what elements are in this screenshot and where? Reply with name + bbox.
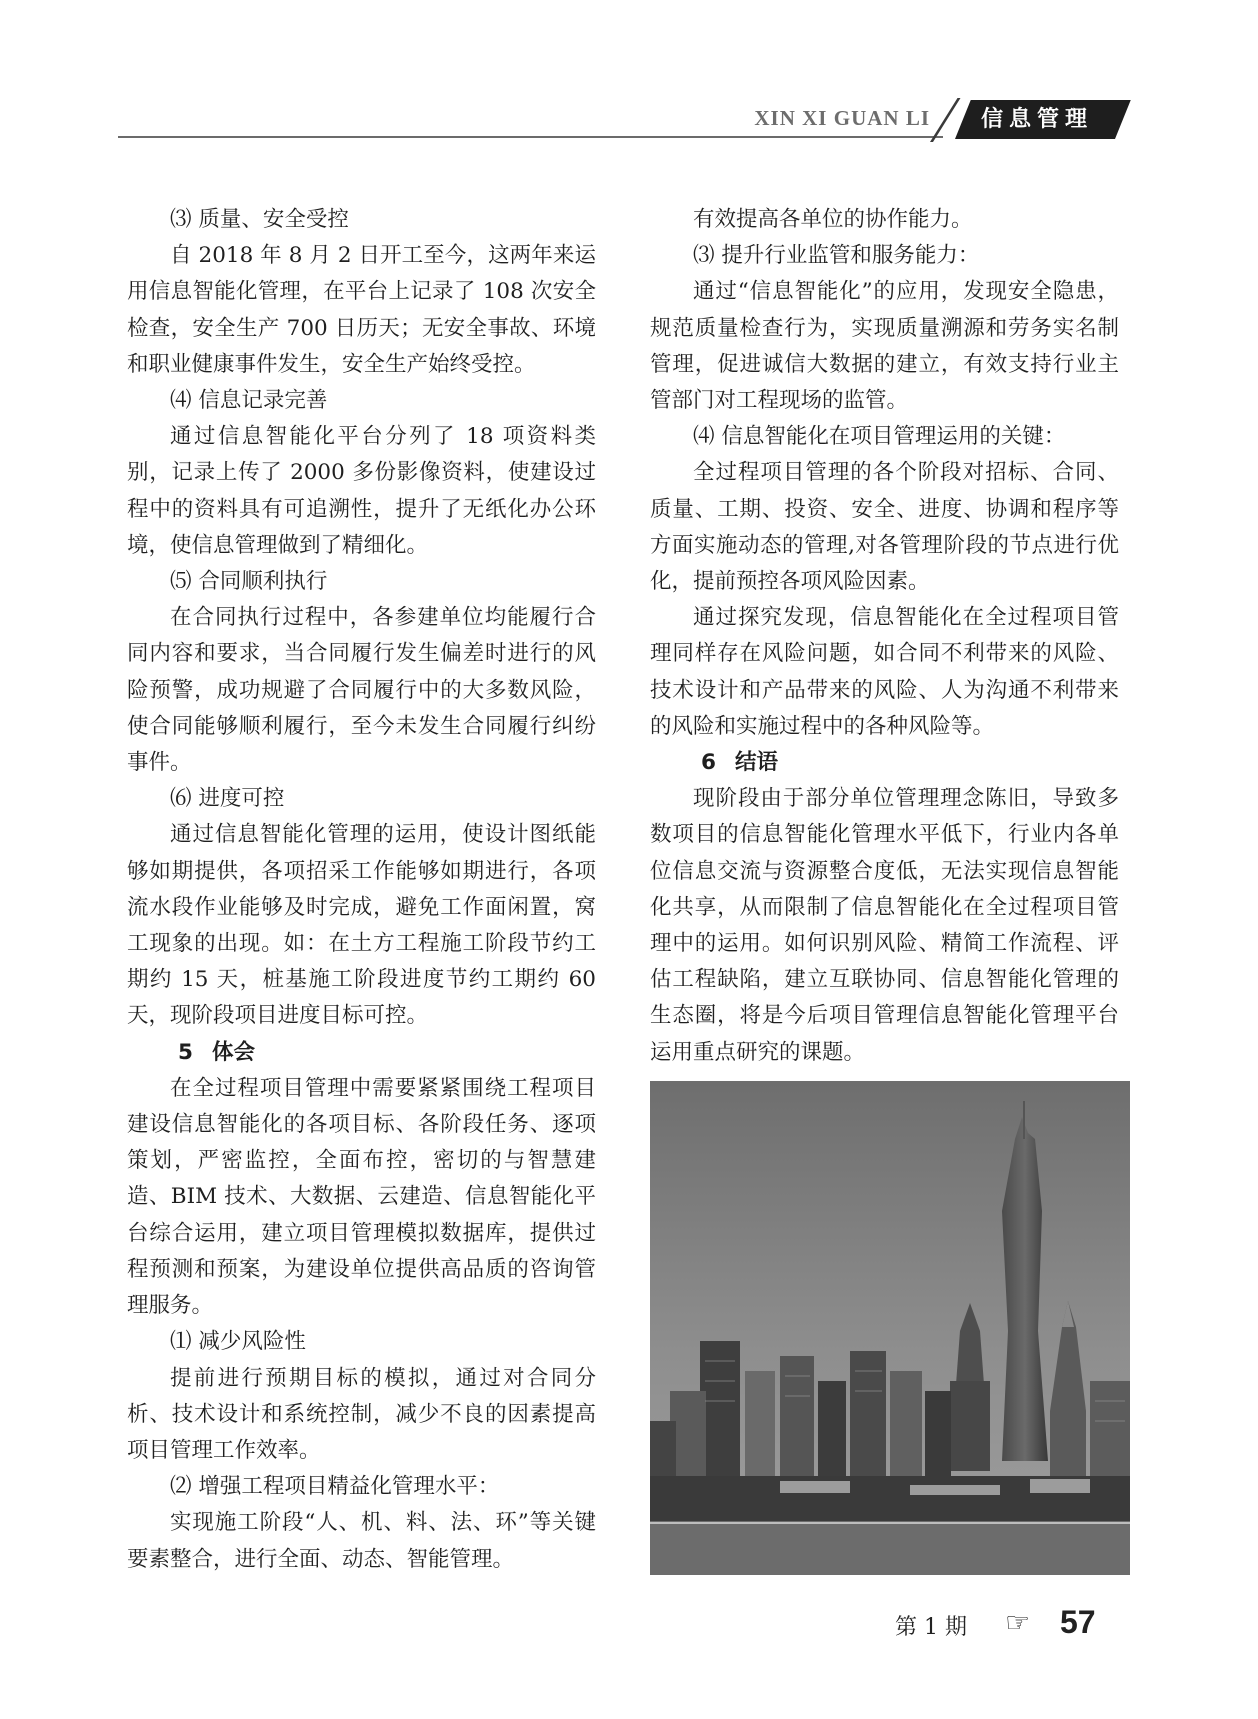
section-heading — [127, 1035, 596, 1071]
right-column — [650, 202, 1119, 1071]
subheading: ⑷ 信息智能化在项目管理运用的关键： — [693, 424, 1066, 450]
paragraph: 通过探究发现，信息智能化在全过程项目管理同样存在风险问题，如合同不利带来的风险、技术设计和产品带来的风险、人为沟通不利带来的风险和实施过程中的各种风险等。 — [650, 605, 1119, 739]
page-number: 57 — [1060, 1604, 1096, 1640]
subheading: ⑵ 增强工程项目精益化管理水平： — [170, 1474, 500, 1500]
section-title: 结语 — [735, 750, 779, 776]
paragraph: 通过信息智能化管理的运用，使设计图纸能够如期提供，各项招采工作能够如期进行，各项流水段作业能够及时完成，避免工作面闲置，窝工现象的出现。如：在土方工程施工阶段节约工期约 15 天，桩基施工阶段进度节约工期约 60 天，现阶段项目进度目标可控。 — [127, 822, 596, 1029]
paragraph: 自 2018 年 8 月 2 日开工至今，这两年来运用信息智能化管理，在平台上记录了 108 次安全检查，安全生产 700 日历天；无安全事故、环境和职业健康事件发生，安全生产始终受控。 — [127, 243, 596, 377]
subheading: 有效提高各单位的协作能力。 — [693, 207, 973, 232]
left-column — [127, 202, 596, 1578]
issue-label: 第 1 期 — [895, 1615, 967, 1640]
header-section-label: 信息管理 — [980, 107, 1093, 132]
subheading: ⑹ 进度可控 — [170, 786, 285, 812]
section-title: 体会 — [212, 1039, 256, 1065]
pointing-hand-icon: ☞ — [1005, 1606, 1031, 1639]
section-number: 6 — [701, 750, 716, 776]
section-number: 5 — [178, 1039, 193, 1065]
subheading: ⑴ 减少风险性 — [170, 1329, 306, 1355]
section-heading — [650, 745, 1119, 781]
subheading: ⑶ 质量、安全受控 — [170, 207, 349, 232]
subheading: ⑷ 信息记录完善 — [170, 388, 328, 414]
header-pinyin: XIN XI GUAN LI — [754, 106, 930, 130]
paragraph: 实现施工阶段“人、机、料、法、环”等关键要素整合，进行全面、动态、智能管理。 — [127, 1510, 596, 1572]
subheading: ⑸ 合同顺利执行 — [170, 569, 328, 595]
skyline-photo — [650, 1081, 1130, 1575]
paragraph: 通过信息智能化平台分列了 18 项资料类别，记录上传了 2000 多份影像资料，使建设过程中的资料具有可追溯性，提升了无纸化办公环境，使信息管理做到了精细化。 — [127, 424, 596, 558]
paragraph: 提前进行预期目标的模拟，通过对合同分析、技术设计和系统控制，减少不良的因素提高项目管理工作效率。 — [127, 1365, 596, 1463]
paragraph: 全过程项目管理的各个阶段对招标、合同、质量、工期、投资、安全、进度、协调和程序等方面实施动态的管理,对各管理阶段的节点进行优化，提前预控各项风险因素。 — [650, 460, 1119, 595]
paragraph: 在全过程项目管理中需要紧紧围绕工程项目建设信息智能化的各项目标、各阶段任务、逐项策划，严密监控，全面布控，密切的与智慧建造、BIM 技术、大数据、云建造、信息智能化平台综合运用，建立项目管理模拟数据库，提供过程预测和预案，为建设单位提供高品质的咨询管理服务。 — [127, 1075, 596, 1319]
paragraph: 在合同执行过程中，各参建单位均能履行合同内容和要求，当合同履行发生偏差时进行的风险预警，成功规避了合同履行中的大多数风险，使合同能够顺利履行，至今未发生合同履行纠纷事件。 — [127, 605, 596, 776]
header-rule — [118, 136, 943, 138]
paragraph: 现阶段由于部分单位管理理念陈旧，导致多数项目的信息智能化管理水平低下，行业内各单位信息交流与资源整合度低，无法实现信息智能化共享，从而限制了信息智能化在全过程项目管理中的运用。如何识别风险、精简工作流程、评估工程缺陷，建立互联协同、信息智能化管理的生态圈，将是今后项目管理信息智能化管理平台运用重点研究的课题。 — [650, 786, 1119, 1065]
paragraph: 通过“信息智能化”的应用，发现安全隐患，规范质量检查行为，实现质量溯源和劳务实名制管理，促进诚信大数据的建立，有效支持行业主管部门对工程现场的监管。 — [650, 279, 1119, 414]
subheading: ⑶ 提升行业监管和服务能力： — [693, 243, 980, 269]
